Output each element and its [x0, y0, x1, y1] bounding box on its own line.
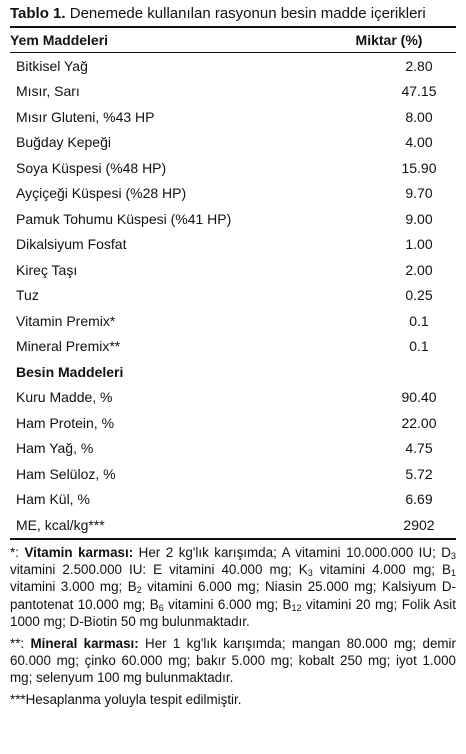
table-row — [10, 104, 456, 130]
row-value: 8.00 — [405, 108, 433, 125]
footnote-text: vitamini 6.000 mg; Niasin 25.000 mg; Kalsiyum D-pantotenat 10.000 mg; B — [10, 579, 456, 612]
table-row — [10, 283, 456, 309]
row-value: 0.1 — [409, 338, 429, 355]
header-amount: Miktar (%) — [355, 32, 423, 48]
row-value: 5.72 — [405, 465, 433, 482]
row-value: 6.69 — [405, 491, 433, 508]
row-name: Ayçiçeği Küspesi (%28 HP) — [16, 185, 187, 202]
table-row — [10, 385, 456, 411]
row-value: 4.75 — [405, 440, 433, 457]
row-value: 9.00 — [405, 210, 433, 227]
table-row — [10, 334, 456, 360]
table-row — [10, 487, 456, 513]
row-name: Ham Selüloz, % — [16, 465, 116, 482]
table-row — [10, 130, 456, 156]
header-feed-ingredients: Yem Maddeleri — [10, 32, 109, 48]
footnote-calculation: ***Hesaplanma yoluyla tespit edilmiştir. — [10, 691, 242, 707]
row-name: Mısır, Sarı — [16, 83, 80, 100]
row-name: Ham Protein, % — [16, 414, 115, 431]
row-name: Kireç Taşı — [16, 261, 78, 278]
footnote-text: vitamini 4.000 mg; B — [312, 561, 451, 577]
footnote-text: vitamini 6.000 mg; B — [163, 596, 292, 612]
footnote-text: Her 1 kg'lık karışımda; mangan 80.000 mg; demir 60.000 mg; çinko 60.000 mg; bakır 5.000 mg; kobalt 250 mg; iyot 1.000 mg; selenyum 100 mg bulunmaktadır. — [10, 635, 456, 686]
row-value: 9.70 — [405, 185, 433, 202]
row-value: 2.00 — [405, 261, 433, 278]
table-row — [10, 206, 456, 232]
row-name: Soya Küspesi (%48 HP) — [16, 159, 167, 176]
table-header-row — [10, 27, 456, 53]
row-value: 2902 — [403, 516, 435, 533]
caption-label: Tablo 1. — [10, 5, 66, 22]
footnote-mineral — [10, 635, 456, 687]
row-name: Bitkisel Yağ — [16, 57, 88, 74]
row-name: Ham Yağ, % — [16, 440, 94, 457]
section-header-row — [10, 359, 456, 385]
footnote-vitamin — [10, 544, 456, 631]
row-value: 4.00 — [405, 134, 433, 151]
table-row — [10, 308, 456, 334]
row-name: Buğday Kepeği — [16, 134, 111, 151]
table-row — [10, 181, 456, 207]
table-row — [10, 512, 456, 539]
table-row — [10, 79, 456, 105]
footnote-marker: **: — [10, 635, 31, 651]
footnote-text: vitamini 2.500.000 IU: E vitamini 40.000 mg; K — [10, 561, 308, 577]
subscript: 6 — [158, 602, 164, 613]
row-value: 0.1 — [409, 312, 429, 329]
row-value: 1.00 — [405, 236, 433, 253]
document-page — [10, 4, 456, 708]
row-value: 15.90 — [401, 159, 437, 176]
row-name: Dikalsiyum Fosfat — [16, 236, 127, 253]
table-row — [10, 53, 456, 79]
row-name: Kuru Madde, % — [16, 389, 113, 406]
table-row — [10, 155, 456, 181]
row-name: Ham Kül, % — [16, 491, 90, 508]
ration-table — [10, 26, 456, 540]
subscript: 2 — [136, 585, 142, 596]
table-row — [10, 257, 456, 283]
section-header-nutrients: Besin Maddeleri — [16, 363, 124, 380]
table-row — [10, 436, 456, 462]
row-value: 0.25 — [405, 287, 433, 304]
footnote-text: vitamini 20 mg; Folik Asit 1000 mg; D-Biotin 50 mg bulunmaktadır. — [10, 596, 456, 630]
footnote-text: Her 2 kg'lık karışımda; A vitamini 10.000.000 IU; D — [133, 544, 451, 560]
subscript: 12 — [291, 602, 302, 613]
footnote-title: Vitamin karması: — [24, 544, 134, 560]
table-footnotes — [10, 544, 456, 709]
row-value: 47.15 — [401, 83, 437, 100]
row-name: Mısır Gluteni, %43 HP — [16, 108, 155, 125]
subscript: 3 — [307, 567, 313, 578]
row-name: ME, kcal/kg*** — [16, 516, 105, 533]
row-name: Mineral Premix** — [16, 338, 121, 355]
subscript: 3 — [450, 550, 456, 561]
table-row — [10, 232, 456, 258]
row-name: Pamuk Tohumu Küspesi (%41 HP) — [16, 210, 232, 227]
row-value: 2.80 — [405, 57, 433, 74]
table-row — [10, 461, 456, 487]
row-name: Tuz — [16, 287, 39, 304]
row-value: 90.40 — [401, 389, 437, 406]
table-row — [10, 410, 456, 436]
footnote-marker: *: — [10, 544, 25, 560]
table-caption — [10, 4, 456, 23]
row-value: 22.00 — [401, 414, 437, 431]
subscript: 1 — [450, 567, 456, 578]
caption-text: Denemede kullanılan rasyonun besin madde içerikleri — [69, 5, 426, 22]
row-name: Vitamin Premix* — [16, 312, 116, 329]
footnote-title: Mineral karması: — [30, 635, 139, 651]
footnote-text: vitamini 3.000 mg; B — [10, 579, 137, 595]
